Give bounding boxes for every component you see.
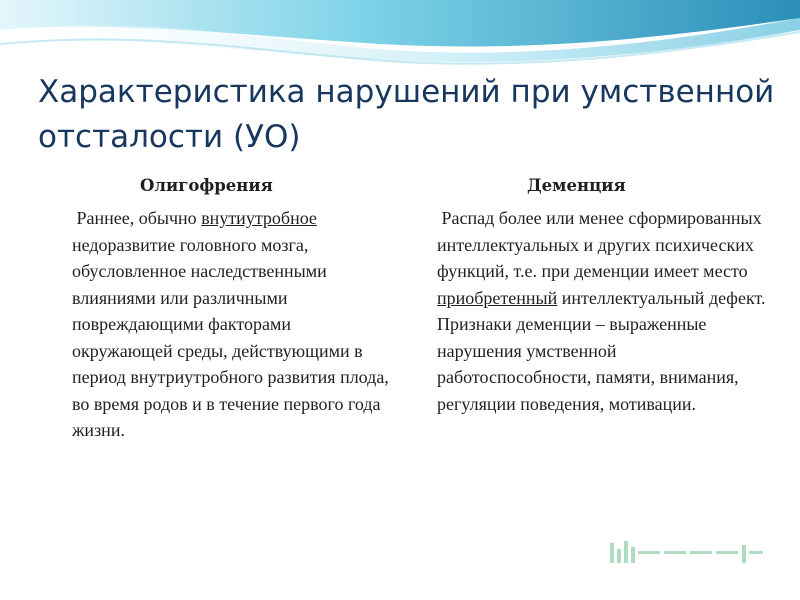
text-segment: Распад более или менее сформированных интеллектуальных и других психических функций, т.е. при деменции имеет место — [437, 208, 762, 281]
underlined-term: приобретенный — [437, 287, 558, 308]
page-title: Характеристика нарушений при умственной отсталости (УО) — [38, 74, 775, 155]
column-text-dementia — [437, 205, 767, 417]
header-wave-decoration — [0, 0, 800, 70]
watermark-logo-icon — [608, 537, 768, 571]
column-dementia — [437, 173, 767, 417]
column-heading-oligophrenia: Олигофрения — [140, 176, 273, 195]
column-oligophrenia — [72, 173, 390, 444]
text-segment: Раннее, обычно — [76, 208, 202, 228]
column-text-oligophrenia — [72, 205, 390, 444]
text-segment: недоразвитие головного мозга, обусловленное наследственными влияниями или различными повреждающими факторами окружающей среды, действующими в период внутриутробного развития плода, во время родов и в течение первого года жизни. — [72, 234, 389, 440]
text-segment: интеллектуальный дефект. Признаки деменции – выраженные нарушения умственной работоспособности, памяти, внимания, регуляции поведения, мотивации. — [437, 287, 766, 414]
column-heading-dementia: Деменция — [527, 176, 626, 195]
underlined-term: внутиутробное — [201, 208, 317, 228]
